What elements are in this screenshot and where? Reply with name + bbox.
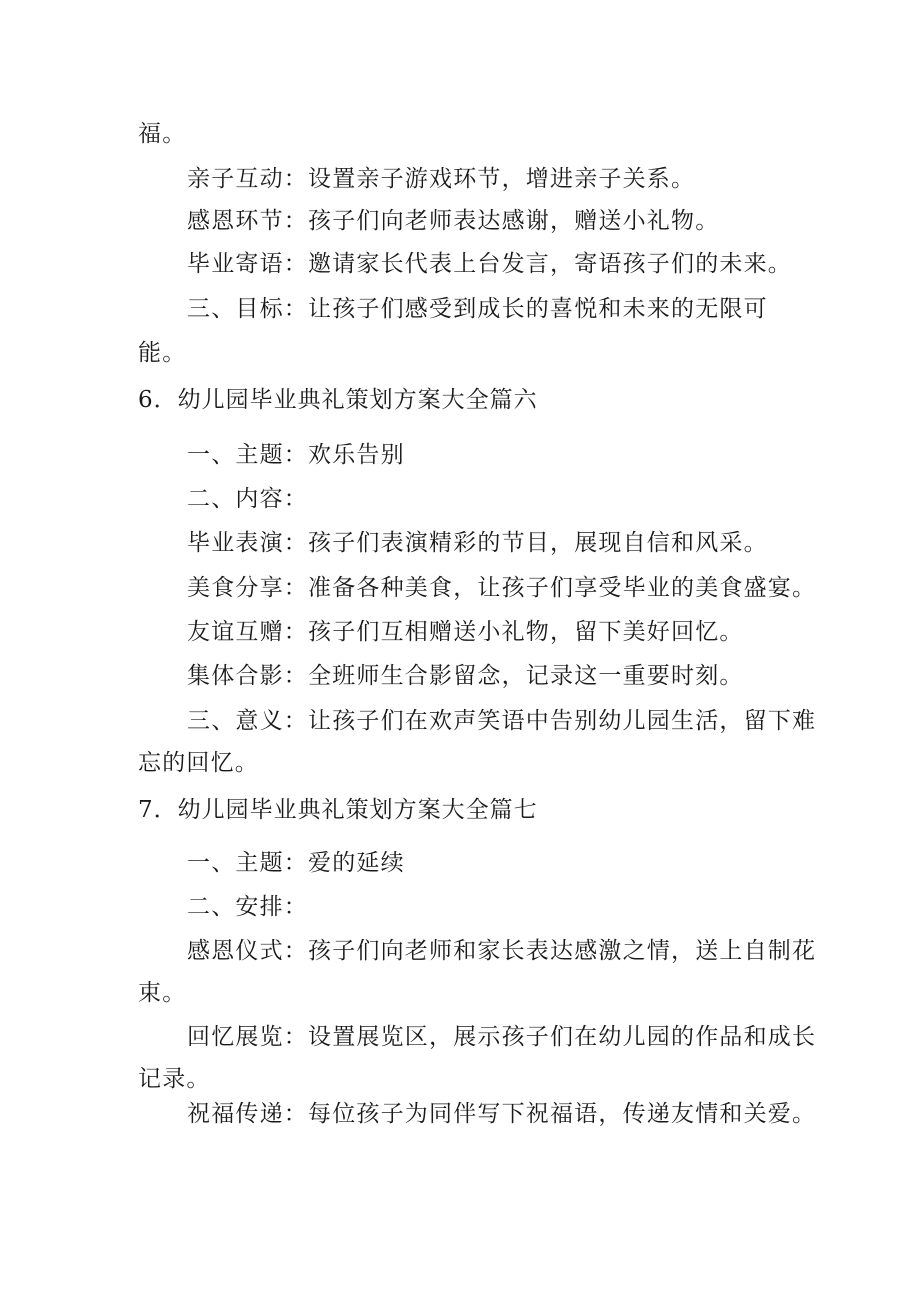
text-line-memory-exhibition-continuation: 记录。	[138, 1066, 211, 1092]
text-line-gratitude-ceremony: 感恩仪式：孩子们向老师和家长表达感激之情，送上自制花	[187, 938, 817, 964]
text-line-significance-continuation: 忘的回忆。	[138, 750, 259, 776]
text-line-theme-6: 一、主题：欢乐告别	[187, 442, 405, 468]
text-line-arrangement-7: 二、安排：	[187, 894, 308, 920]
text-line-continuation: 福。	[138, 121, 187, 147]
text-line-significance: 三、意义：让孩子们在欢声笑语中告别幼儿园生活，留下难	[187, 708, 817, 734]
text-line-content-6: 二、内容：	[187, 486, 308, 512]
text-line-gratitude-segment: 感恩环节：孩子们向老师表达感谢，赠送小礼物。	[187, 208, 720, 234]
text-line-gratitude-ceremony-continuation: 束。	[138, 980, 187, 1006]
text-line-group-photo: 集体合影：全班师生合影留念，记录这一重要时刻。	[187, 663, 744, 689]
section-heading-6: 6．幼儿园毕业典礼策划方案大全篇六	[138, 387, 538, 413]
text-line-blessing-transfer: 祝福传递：每位孩子为同伴写下祝福语，传递友情和关爱。	[187, 1101, 817, 1127]
text-line-food-sharing: 美食分享：准备各种美食，让孩子们享受毕业的美食盛宴。	[187, 575, 817, 601]
text-line-gift-exchange: 友谊互赠：孩子们互相赠送小礼物，留下美好回忆。	[187, 619, 744, 645]
section-heading-7: 7．幼儿园毕业典礼策划方案大全篇七	[138, 797, 538, 823]
text-line-theme-7: 一、主题：爱的延续	[187, 850, 405, 876]
text-line-memory-exhibition: 回忆展览：设置展览区，展示孩子们在幼儿园的作品和成长	[187, 1024, 817, 1050]
text-line-performance: 毕业表演：孩子们表演精彩的节目，展现自信和风采。	[187, 530, 768, 556]
text-line-parent-child-interaction: 亲子互动：设置亲子游戏环节，增进亲子关系。	[187, 166, 696, 192]
text-line-graduation-message: 毕业寄语：邀请家长代表上台发言，寄语孩子们的未来。	[187, 251, 792, 277]
text-line-goal: 三、目标：让孩子们感受到成长的喜悦和未来的无限可	[187, 296, 768, 322]
text-line-goal-continuation: 能。	[138, 340, 187, 366]
